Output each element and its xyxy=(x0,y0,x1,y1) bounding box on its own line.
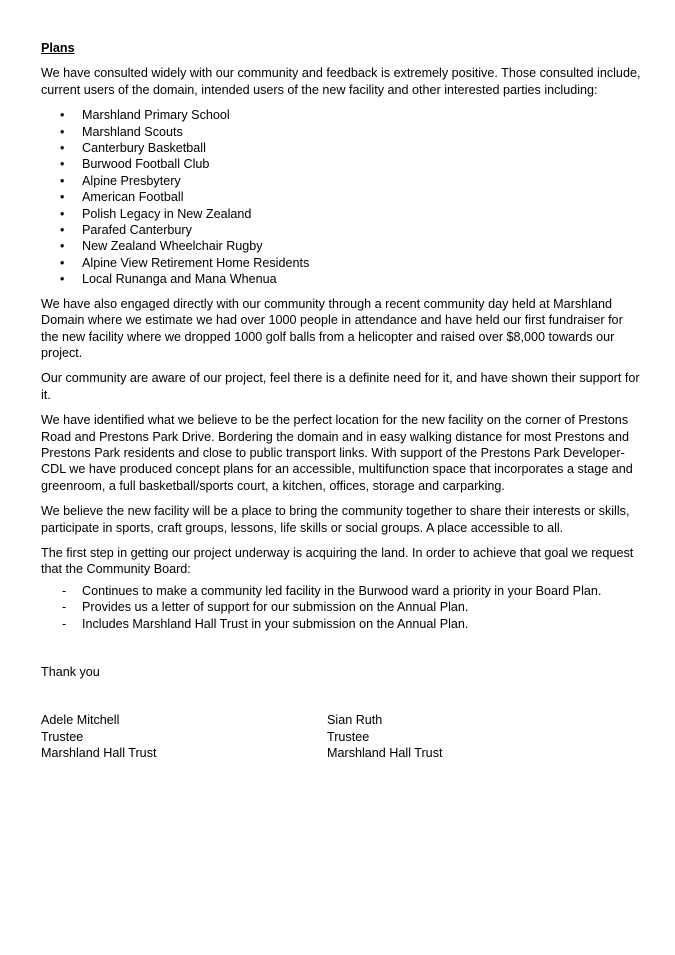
list-item: - Includes Marshland Hall Trust in your submission on the Annual Plan. xyxy=(41,616,641,632)
list-item: • Alpine View Retirement Home Residents xyxy=(41,255,641,271)
list-item: • Burwood Football Club xyxy=(41,156,641,172)
list-item: • Marshland Primary School xyxy=(41,107,641,123)
list-item: • Polish Legacy in New Zealand xyxy=(41,206,641,222)
list-item: • Canterbury Basketball xyxy=(41,140,641,156)
signatory-organisation: Marshland Hall Trust xyxy=(41,746,157,761)
intro-paragraph: We have consulted widely with our community and feedback is extremely positive. Those consulted include, current users of the domain, intended users of the new facility and other interested parties including: xyxy=(41,66,641,97)
awareness-paragraph: Our community are aware of our project, feel there is a definite need for it, and have shown their support for it. xyxy=(41,371,640,402)
list-item: - Provides us a letter of support for our submission on the Annual Plan. xyxy=(41,599,641,615)
signatory-right xyxy=(327,712,587,761)
signatory-role: Trustee xyxy=(327,729,370,744)
list-item: • New Zealand Wheelchair Rugby xyxy=(41,238,641,254)
section-heading: Plans xyxy=(41,41,75,55)
signatory-organisation: Marshland Hall Trust xyxy=(327,746,443,761)
list-item: • Alpine Presbytery xyxy=(41,173,641,189)
document-page xyxy=(41,40,641,762)
signatory-name: Adele Mitchell xyxy=(41,713,120,728)
vision-paragraph: We believe the new facility will be a place to bring the community together to share their interests or skills, participate in sports, craft groups, lessons, life skills or social groups. A place accessible to all. xyxy=(41,504,630,535)
requests-list xyxy=(41,583,641,632)
closing-text: Thank you xyxy=(41,665,100,679)
location-paragraph: We have identified what we believe to be the perfect location for the new facility on the corner of Prestons Road and Prestons Park Drive. Bordering the domain and in easy walking distance for most Prestons and Prestons Park residents and close to public transport links. With support of the Prestons Park Developer-CDL we have produced concept plans for an accessible, multifunction space that incorporates a stage and greenroom, a full basketball/sports court, a kitchen, offices, storage and carparking. xyxy=(41,413,633,493)
request-intro-paragraph: The first step in getting our project underway is acquiring the land. In order to achieve that goal we request that the Community Board: xyxy=(41,545,634,577)
list-item: - Continues to make a community led facility in the Burwood ward a priority in your Board Plan. xyxy=(41,583,641,599)
list-item: • Marshland Scouts xyxy=(41,124,641,140)
list-item: • Local Runanga and Mana Whenua xyxy=(41,271,641,287)
signatory-role: Trustee xyxy=(41,729,84,744)
list-item: • Parafed Canterbury xyxy=(41,222,641,238)
list-item: • American Football xyxy=(41,189,641,205)
signatory-left xyxy=(41,712,301,761)
engagement-paragraph: We have also engaged directly with our community through a recent community day held at Marshland Domain where we estimate we had over 1000 people in attendance and have held our first fundraiser for the new facility where we dropped 1000 golf balls from a helicopter and raised over $8,000 towards our project. xyxy=(41,296,623,360)
consulted-list xyxy=(41,107,641,287)
signatory-name: Sian Ruth xyxy=(327,713,383,728)
signature-block xyxy=(41,712,641,762)
